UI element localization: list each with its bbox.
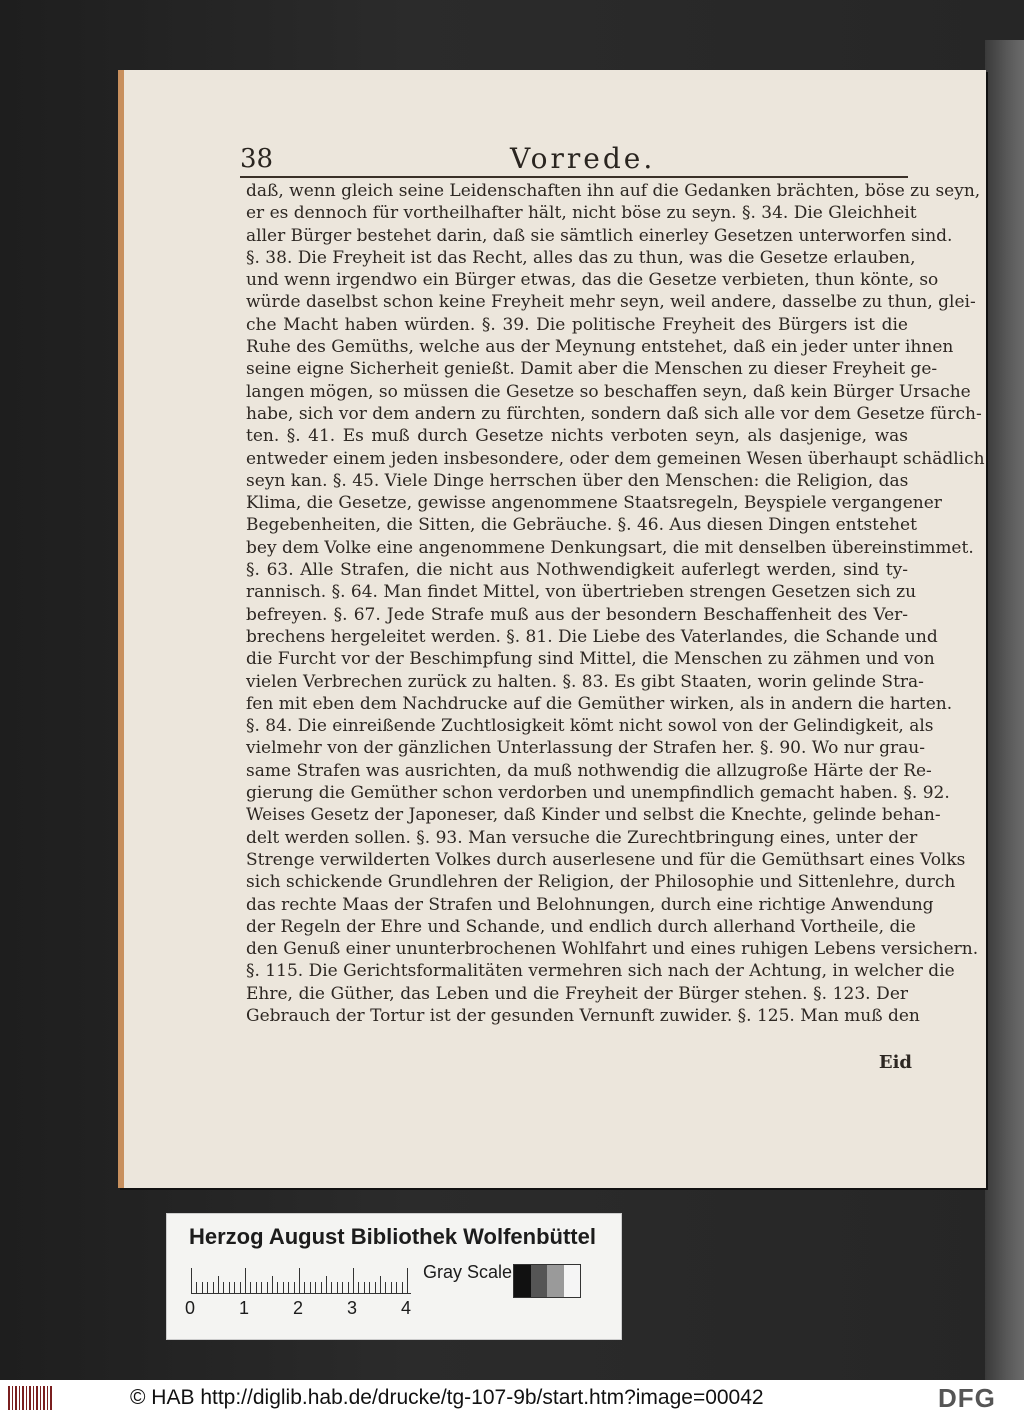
- ruler-tick: [326, 1276, 327, 1294]
- text-line: daß, wenn gleich seine Leidenschaften ihn auf die Gedanken brächten, böse zu seyn,: [246, 181, 981, 201]
- page-number: 38: [240, 144, 274, 174]
- ruler-tick: [277, 1282, 278, 1294]
- grayscale-swatch: [564, 1265, 581, 1297]
- text-line: ten. §. 41. Es muß durch Gesetze nichts verboten seyn, als dasjenige, was: [246, 426, 908, 447]
- ruler-tick: [288, 1282, 289, 1294]
- ruler-label: 1: [239, 1298, 250, 1318]
- text-line: vielmehr von der gänzlichen Unterlassung der Strafen her. §. 90. Wo nur grau-: [246, 738, 926, 759]
- grayscale-label: Gray Scale: [423, 1262, 513, 1282]
- ruler-tick: [353, 1268, 354, 1294]
- text-line: Ehre, die Güther, das Leben und die Freyheit der Bürger stehen. §. 123. Der: [246, 983, 908, 1004]
- text-line: seine eigne Sicherheit genießt. Damit aber die Menschen zu dieser Freyheit ge-: [246, 359, 938, 380]
- ruler-tick: [331, 1282, 332, 1294]
- text-line: Begebenheiten, die Sitten, die Gebräuche. §. 46. Aus diesen Dingen entstehet: [246, 515, 917, 536]
- text-line: §. 38. Die Freyheit ist das Recht, alles das zu thun, was die Gesetze erlauben,: [246, 247, 916, 268]
- ruler-tick: [337, 1282, 338, 1294]
- text-line: befreyen. §. 67. Jede Strafe muß aus der besondern Beschaffenheit des Ver-: [246, 604, 908, 625]
- ruler-tick: [229, 1282, 230, 1294]
- ruler-tick: [240, 1282, 241, 1294]
- ruler-label: 2: [293, 1298, 304, 1318]
- text-line: delt werden sollen. §. 93. Man versuche die Zurechtbringung eines, unter der: [246, 827, 918, 848]
- ruler-tick: [256, 1282, 257, 1294]
- header-rule: [240, 176, 908, 178]
- ruler-tick: [272, 1276, 273, 1294]
- running-title: Vorrede.: [510, 142, 656, 175]
- text-line: brechens hergeleitet werden. §. 81. Die Liebe des Vaterlandes, die Schande und: [246, 626, 938, 647]
- ruler-tick: [213, 1282, 214, 1294]
- library-name: Herzog August Bibliothek Wolfenbüttel: [189, 1224, 596, 1249]
- text-line: §. 115. Die Gerichtsformalitäten vermehren sich nach der Achtung, in welcher die: [246, 961, 955, 982]
- text-line: der Regeln der Ehre und Schande, und endlich durch allerhand Vortheile, die: [246, 916, 916, 937]
- text-line: den Genuß einer ununterbrochenen Wohlfahrt und eines ruhigen Lebens versichern.: [246, 939, 979, 960]
- grayscale-swatch: [514, 1265, 531, 1297]
- ruler-tick: [196, 1282, 197, 1294]
- ruler-tick: [267, 1282, 268, 1294]
- text-line: sich schickende Grundlehren der Religion, der Philosophie und Sittenlehre, durch: [246, 872, 956, 893]
- ruler-tick: [223, 1282, 224, 1294]
- text-line: und wenn irgendwo ein Bürger etwas, das die Gesetze verbieten, thun könte, so: [246, 270, 939, 291]
- text-line: aller Bürger bestehet darin, daß sie sämtlich einerley Gesetzen unterworfen sind.: [246, 225, 953, 246]
- text-line: Strenge verwilderten Volkes durch auserlesene und für die Gemüthsart eines Volks: [246, 849, 966, 870]
- page-body-text: [246, 180, 985, 1027]
- ruler-tick: [261, 1282, 262, 1294]
- ruler-tick: [207, 1282, 208, 1294]
- text-line: same Strafen was ausrichten, da muß nothwendig die allzugroße Härte der Re-: [246, 760, 932, 781]
- ruler-tick: [294, 1282, 295, 1294]
- page-header: [240, 138, 908, 178]
- ruler-tick: [299, 1268, 300, 1294]
- ruler: [191, 1266, 411, 1294]
- ruler-tick: [321, 1282, 322, 1294]
- text-line: vielen Verbrechen zurück zu halten. §. 83. Es gibt Staaten, worin gelinde Stra-: [246, 671, 924, 692]
- ruler-tick: [402, 1282, 403, 1294]
- text-line: bey dem Volke eine angenommene Denkungsart, die mit denselben übereinstimmet.: [246, 537, 974, 558]
- ruler-tick: [369, 1282, 370, 1294]
- text-line: gierung die Gemüther schon verdorben und unempfindlich gemacht haben. §. 92.: [246, 783, 950, 804]
- ruler-tick: [364, 1282, 365, 1294]
- text-line: das rechte Maas der Strafen und Belohnungen, durch eine richtige Anwendung: [246, 894, 934, 915]
- ruler-tick: [407, 1268, 408, 1294]
- book-edge: [985, 40, 1024, 1380]
- ruler-labels: [185, 1298, 425, 1322]
- text-line: würde daselbst schon keine Freyheit mehr seyn, weil andere, dasselbe zu thun, glei-: [246, 292, 976, 313]
- ruler-tick: [396, 1282, 397, 1294]
- text-line: §. 84. Die einreißende Zuchtlosigkeit kömt nicht sowol von der Gelindigkeit, als: [246, 716, 934, 737]
- ruler-tick: [358, 1282, 359, 1294]
- ruler-tick: [310, 1282, 311, 1294]
- text-line: habe, sich vor dem andern zu fürchten, sondern daß sich alle vor dem Gesetze fürch-: [246, 403, 982, 424]
- ruler-tick: [304, 1282, 305, 1294]
- ruler-tick: [245, 1268, 246, 1294]
- ruler-tick: [380, 1276, 381, 1294]
- text-line: entweder einem jeden insbesondere, oder dem gemeinen Wesen überhaupt schädlich: [246, 448, 985, 469]
- text-line: die Furcht vor der Beschimpfung sind Mittel, die Menschen zu zähmen und von: [246, 649, 935, 670]
- grayscale-swatch: [547, 1265, 564, 1297]
- barcode-icon: [8, 1386, 52, 1410]
- text-line: Ruhe des Gemüths, welche aus der Meynung entstehet, daß ein jeder unter ihnen: [246, 337, 954, 358]
- ruler-tick: [202, 1282, 203, 1294]
- ruler-tick: [342, 1282, 343, 1294]
- dfg-logo: DFG: [938, 1383, 996, 1413]
- ruler-tick: [191, 1268, 192, 1294]
- text-line: seyn kan. §. 45. Viele Dinge herrschen über den Menschen: die Religion, das: [246, 470, 909, 491]
- footer-bar: [0, 1380, 1024, 1416]
- text-line: Gebrauch der Tortur ist der gesunden Vernunft zuwider. §. 125. Man muß den: [246, 1005, 920, 1026]
- ruler-label: 4: [401, 1298, 412, 1318]
- text-line: er es dennoch für vortheilhafter hält, nicht böse zu seyn. §. 34. Die Gleichheit: [246, 203, 917, 224]
- ruler-tick: [348, 1282, 349, 1294]
- ruler-tick: [250, 1282, 251, 1294]
- ruler-tick: [218, 1276, 219, 1294]
- text-line: Klima, die Gesetze, gewisse angenommene Staatsregeln, Beyspiele vergangener: [246, 493, 942, 514]
- ruler-tick: [283, 1282, 284, 1294]
- ruler-label: 3: [347, 1298, 358, 1318]
- catchword: Eid: [878, 1052, 912, 1073]
- ruler-tick: [385, 1282, 386, 1294]
- grayscale-swatches: [513, 1264, 581, 1298]
- text-line: §. 63. Alle Strafen, die nicht aus Nothwendigkeit auferlegt werden, sind ty-: [246, 560, 908, 581]
- text-line: Weises Gesetz der Japoneser, daß Kinder und selbst die Knechte, gelinde behan-: [246, 805, 941, 826]
- ruler-tick: [315, 1282, 316, 1294]
- ruler-label: 0: [185, 1298, 196, 1318]
- text-line: che Macht haben würden. §. 39. Die politische Freyheit des Bürgers ist die: [246, 314, 908, 335]
- text-line: langen mögen, so müssen die Gesetze so beschaffen seyn, daß kein Bürger Ursache: [246, 381, 971, 402]
- ruler-tick: [234, 1282, 235, 1294]
- ruler-tick: [391, 1282, 392, 1294]
- grayscale-swatch: [531, 1265, 548, 1297]
- text-line: fen mit eben dem Nachdrucke auf die Gemüther wirken, als in andern die harten.: [246, 693, 953, 714]
- color-target-card: [166, 1213, 622, 1340]
- text-line: rannisch. §. 64. Man findet Mittel, von übertrieben strengen Gesetzen sich zu: [246, 582, 917, 603]
- ruler-tick: [375, 1282, 376, 1294]
- copyright-link[interactable]: © HAB http://diglib.hab.de/drucke/tg-107-9b/start.htm?image=00042: [130, 1386, 764, 1409]
